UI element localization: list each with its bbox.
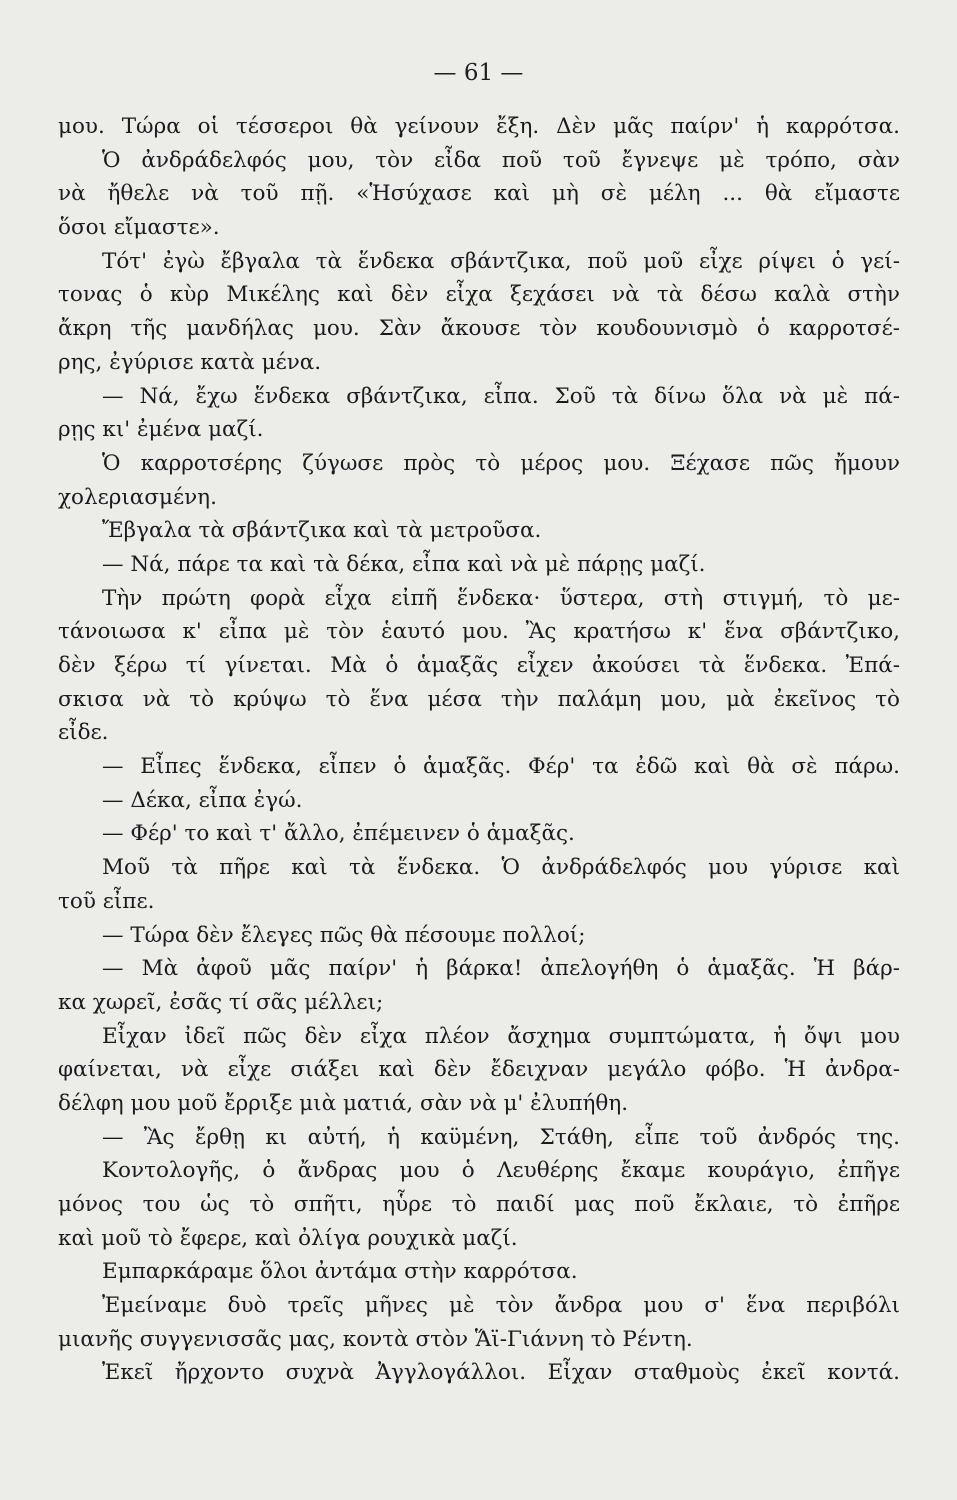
text-line: Ὁ καρροτσέρης ζύγωσε πρὸς τὸ μέρος μου. Ξέχασε πῶς ἤμουν [102,450,900,476]
text-line: σκισα νὰ τὸ κρύψω τὸ ἕνα μέσα τὴν παλάμη μου, μὰ ἐκεῖνος τὸ [58,686,900,712]
text-line: μόνος του ὡς τὸ σπῆτι, ηὗρε τὸ παιδί μας ποῦ ἔκλαιε, τὸ ἐπῆρε [58,1192,900,1217]
text-line: ρῃς κι' ἐμένα μαζί. [58,417,264,443]
text-line: καὶ μοῦ τὸ ἔφερε, καὶ ὀλίγα ρουχικὰ μαζί. [58,1225,518,1251]
text-line: κα χωρεῖ, ἐσᾶς τί σᾶς μέλλει; [58,989,384,1015]
text-line: εἶδε. [58,720,109,746]
text-line: — Εἶπες ἕνδεκα, εἶπεν ὁ ἁμαξᾶς. Φέρ' τα ἐδῶ καὶ θὰ σὲ πάρω. [102,754,900,780]
text-line: — Δέκα, εἶπα ἐγώ. [102,787,303,813]
text-line: Κοντολογῆς, ὁ ἄνδρας μου ὁ Λευθέρης ἔκαμε κουράγιο, ἐπῆγε [102,1158,900,1184]
text-line: Εἶχαν ἰδεῖ πῶς δὲν εἶχα πλέον ἄσχημα συμπτώματα, ἡ ὄψι μου [102,1023,900,1049]
text-line: — Ἂς ἔρθῃ κι αὐτή, ἡ καϋμένη, Στάθη, εἶπε τοῦ ἀνδρός της. [102,1124,900,1150]
text-line: δέλφη μου μοῦ ἔρριξε μιὰ ματιά, σὰν νὰ μ' ἐλυπήθη. [58,1090,629,1116]
text-line: τοῦ εἶπε. [58,888,155,914]
body-text [58,110,900,1390]
text-line: Ἐκεῖ ἤρχοντο συχνὰ Ἀγγλογάλλοι. Εἶχαν σταθμοὺς ἐκεῖ κοντά. [102,1360,900,1386]
text-line: μου. Τώρα οἱ τέσσεροι θὰ γείνουν ἔξη. Δὲν μᾶς παίρν' ἡ καρρότσα. [58,114,900,139]
page-number: — 61 — [433,60,524,86]
text-line: ὅσοι εἴμαστε». [58,215,220,241]
text-line: χολεριασμένη. [58,484,217,510]
text-line: Τότ' ἐγὼ ἔβγαλα τὰ ἕνδεκα σβάντζικα, ποῦ μοῦ εἶχε ρίψει ὁ γεί- [102,248,900,274]
text-line: τονας ὁ κὺρ Μικέλης καὶ δὲν εἶχα ξεχάσει νὰ τὰ δέσω καλὰ στὴν [58,282,900,308]
text-line: — Νά, ἔχω ἕνδεκα σβάντζικα, εἶπα. Σοῦ τὰ δίνω ὅλα νὰ μὲ πά- [102,383,900,409]
text-line: νὰ ἤθελε νὰ τοῦ πῇ. «Ἡσύχασε καὶ μὴ σὲ μέλη ... θὰ εἴμαστε [58,181,900,207]
text-line: — Μὰ ἀφοῦ μᾶς παίρν' ἡ βάρκα! ἀπελογήθη ὁ ἁμαξᾶς. Ἡ βάρ- [102,956,900,982]
text-line: δὲν ξέρω τί γίνεται. Μὰ ὁ ἁμαξᾶς εἶχεν ἀκούσει τὰ ἕνδεκα. Ἐπά- [58,653,900,678]
text-line: ρης, ἐγύρισε κατὰ μένα. [58,349,322,375]
text-line: Ἐμείναμε δυὸ τρεῖς μῆνες μὲ τὸν ἄνδρα μου σ' ἕνα περιβόλι [102,1293,900,1319]
text-line: Μοῦ τὰ πῆρε καὶ τὰ ἕνδεκα. Ὁ ἀνδράδελφός μου γύρισε καὶ [102,855,900,881]
text-line: Τὴν πρώτη φορὰ εἶχα εἰπῆ ἕνδεκα· ὕστερα, στὴ στιγμή, τὸ με- [102,585,900,611]
text-line: τάνοιωσα κ' εἶπα μὲ τὸν ἑαυτό μου. Ἂς κρατήσω κ' ἕνα σβάντζικο, [58,619,900,645]
text-line: μιανῆς συγγενισσᾶς μας, κοντὰ στὸν Ἅϊ-Γιάννη τὸ Ρέντη. [58,1326,693,1352]
text-line: ἄκρη τῆς μανδήλας μου. Σὰν ἄκουσε τὸν κουδουνισμὸ ὁ καρροτσέ- [58,316,900,342]
text-line: — Φέρ' το καὶ τ' ἄλλο, ἐπέμεινεν ὁ ἁμαξᾶς. [102,821,575,847]
text-line: φαίνεται, νὰ εἶχε σιάξει καὶ δὲν ἔδειχναν μεγάλο φόβο. Ἡ ἀνδρα- [58,1057,900,1083]
text-line: Ὁ ἀνδράδελφός μου, τὸν εἶδα ποῦ τοῦ ἔγνεψε μὲ τρόπο, σὰν [102,147,900,173]
text-line: — Νά, πάρε τα καὶ τὰ δέκα, εἶπα καὶ νὰ μὲ πάρῃς μαζί. [102,551,706,577]
text-line: — Τώρα δὲν ἔλεγες πῶς θὰ πέσουμε πολλοί; [102,922,586,948]
text-line: Εμπαρκάραμε ὅλοι ἀντάμα στὴν καρρότσα. [102,1259,578,1285]
text-line: Ἔβγαλα τὰ σβάντζικα καὶ τὰ μετροῦσα. [102,518,542,544]
